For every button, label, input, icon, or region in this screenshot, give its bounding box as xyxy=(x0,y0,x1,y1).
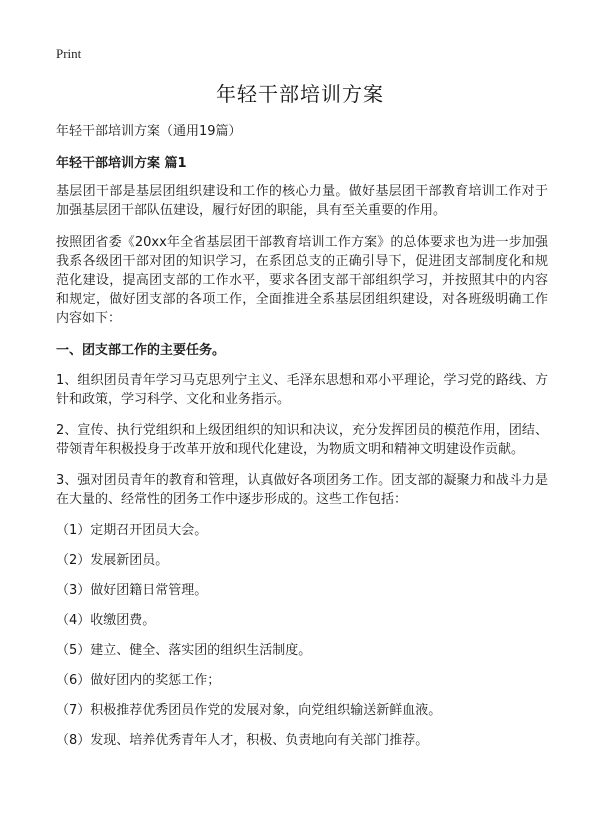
sub-item-3: （3）做好团籍日常管理。 xyxy=(56,583,208,598)
page-title: 年轻干部培训方案 xyxy=(216,82,384,106)
section-heading: 年轻干部培训方案 篇1 xyxy=(56,156,187,171)
print-link[interactable]: Print xyxy=(56,46,82,61)
document-subtitle: 年轻干部培训方案（通用19篇） xyxy=(56,124,242,139)
sub-item-1: （1）定期召开团员大会。 xyxy=(56,523,208,538)
sub-item-list xyxy=(56,521,548,750)
task-heading: 一、团支部工作的主要任务。 xyxy=(56,343,226,358)
sub-item-2: （2）发展新团员。 xyxy=(56,553,169,568)
numbered-item-2: 2、宣传、执行党组织和上级团组织的知识和决议，充分发挥团员的模范作用，团结、带领青年积极投身于改革开放和现代化建设，为物质文明和精神文明建设作贡献。 xyxy=(56,423,548,457)
sub-item-8: （8）发现、培养优秀青年人才，积极、负责地向有关部门推荐。 xyxy=(56,733,429,748)
paragraph-requirements: 按照团省委《20xx年全省基层团干部教育培训工作方案》的总体要求也为进一步加强我系各级团干部对团的知识学习，在系团总支的正确引导下，促进团支部制度化和规范化建设，提高团支部的工作水平，要求各团支部干部组织学习，并按照其中的内容和规定，做好团支部的各项工作，全面推进全系基层团组织建设，对各班级明确工作内容如下： xyxy=(56,235,548,326)
sub-item-5: （5）建立、健全、落实团的组织生活制度。 xyxy=(56,643,312,658)
document-body xyxy=(56,122,548,761)
sub-item-6: （6）做好团内的奖惩工作； xyxy=(56,673,221,688)
numbered-item-3: 3、强对团员青年的教育和管理，认真做好各项团务工作。团支部的凝聚力和战斗力是在大量的、经常性的团务工作中逐步形成的。这些工作包括： xyxy=(56,473,548,507)
paragraph-intro: 基层团干部是基层团组织建设和工作的核心力量。做好基层团干部教育培训工作对于加强基层团干部队伍建设，履行好团的职能，具有至关重要的作用。 xyxy=(56,184,548,218)
sub-item-4: （4）收缴团费。 xyxy=(56,613,156,628)
sub-item-7: （7）积极推荐优秀团员作党的发展对象，向党组织输送新鲜血液。 xyxy=(56,703,442,718)
numbered-item-1: 1、组织团员青年学习马克思列宁主义、毛泽东思想和邓小平理论，学习党的路线、方针和政策，学习科学、文化和业务指示。 xyxy=(56,373,548,407)
